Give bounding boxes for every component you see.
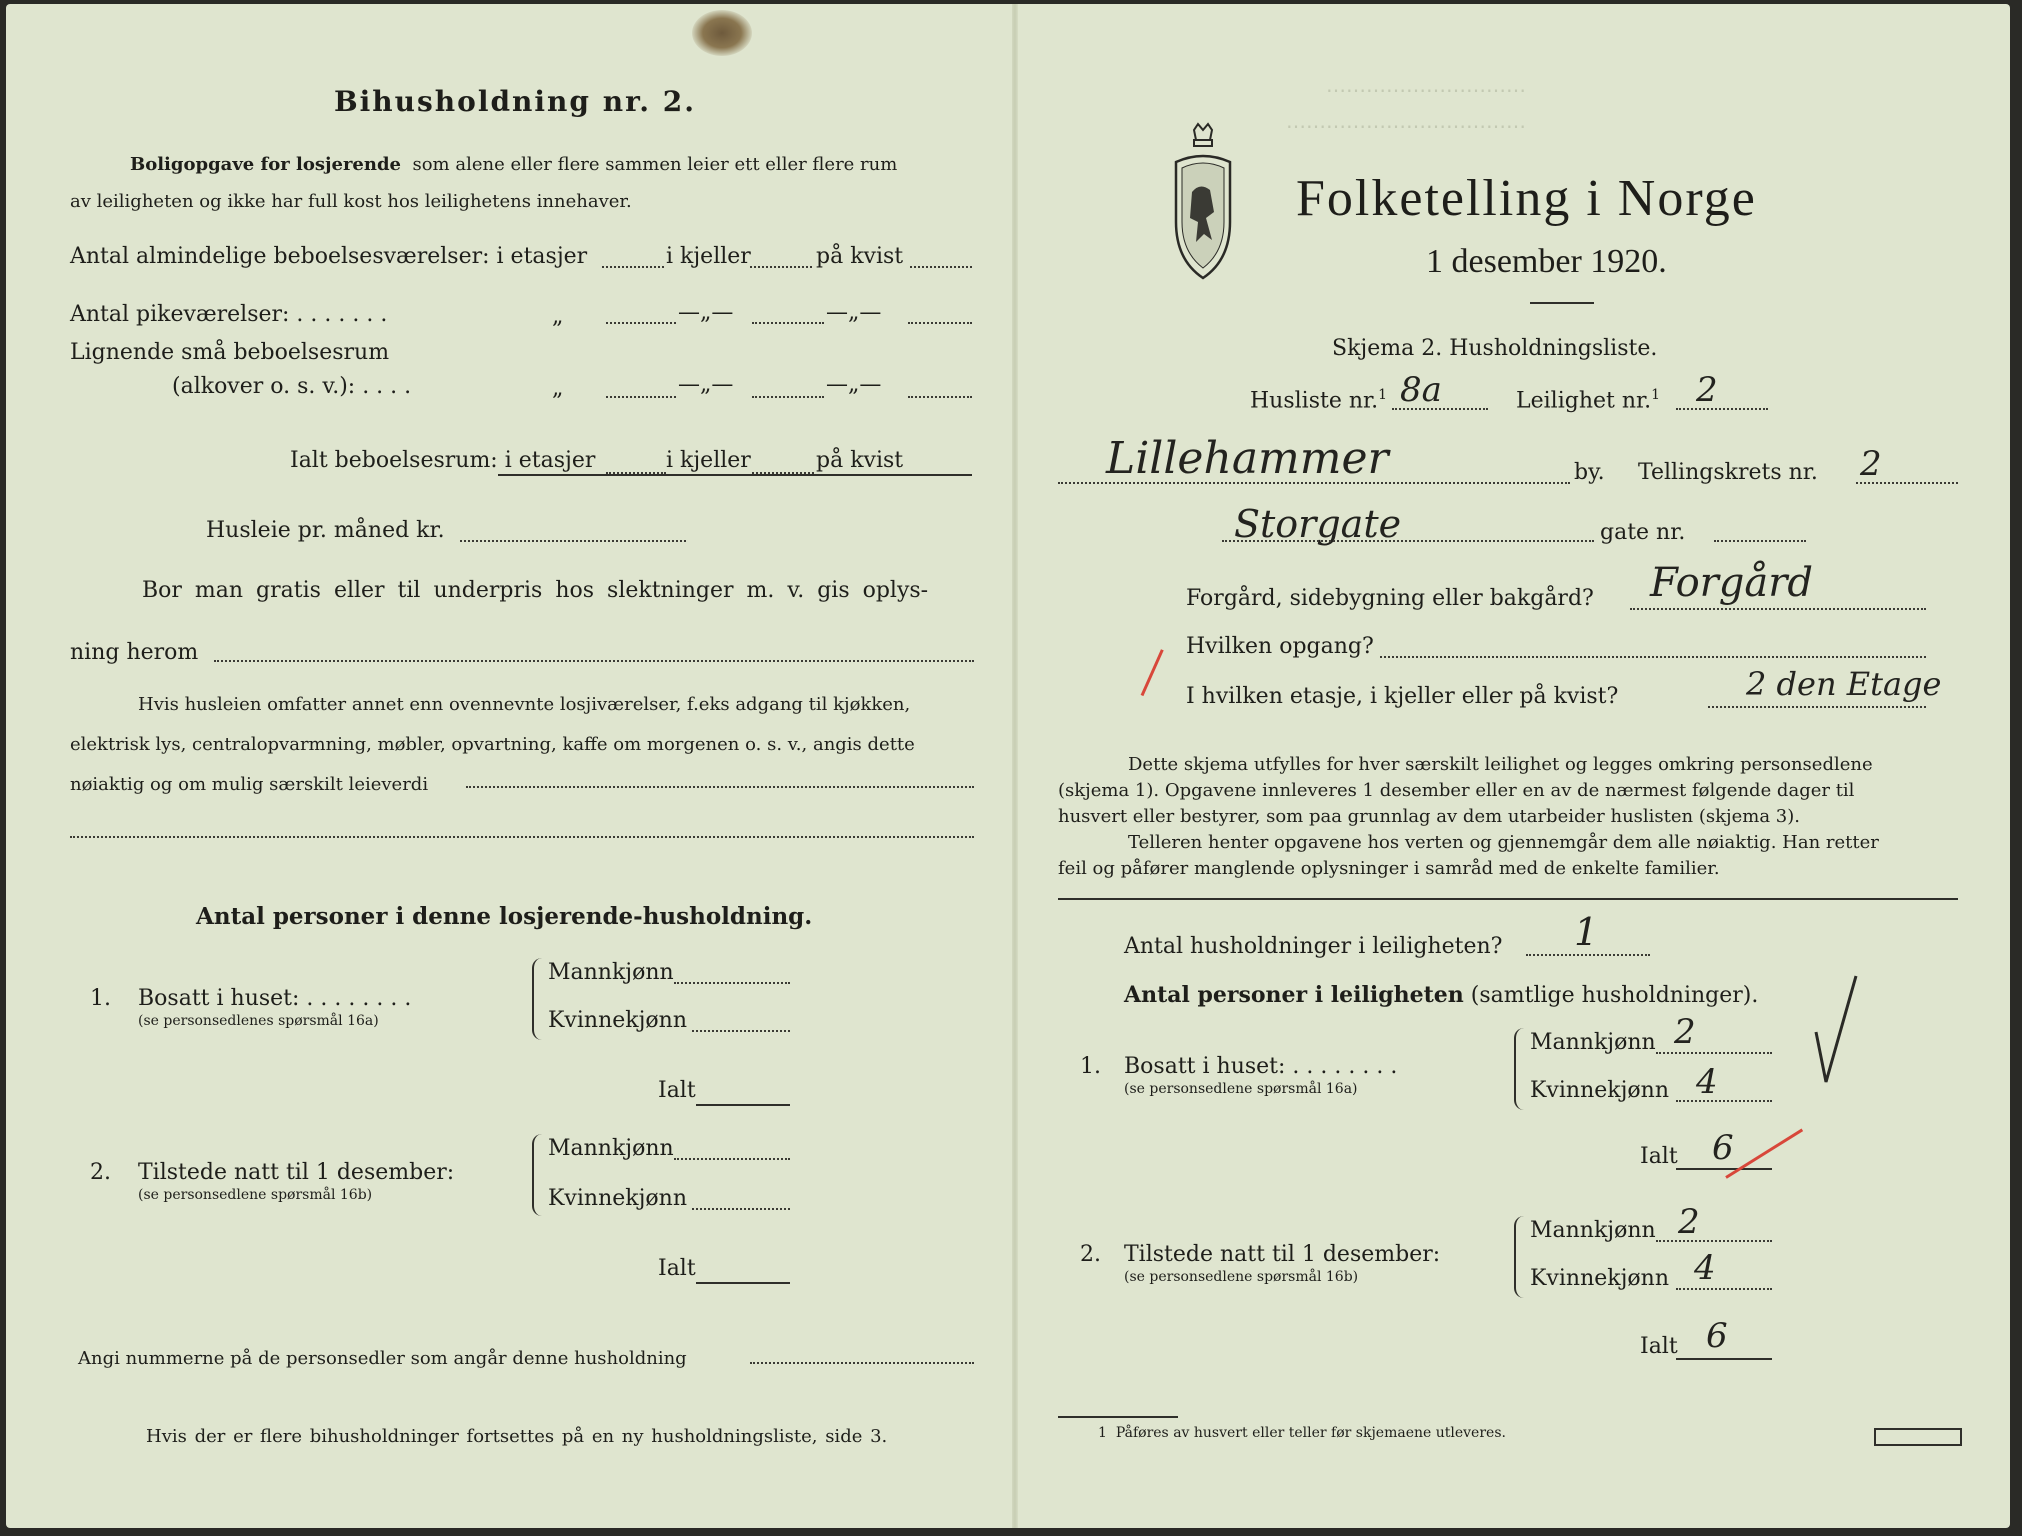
angi-text: Angi nummerne på de personsedler som angår denne husholdning	[78, 1348, 687, 1369]
mannkjonn-label: Mannkjønn	[1530, 1218, 1656, 1243]
q2-ialt-field[interactable]	[696, 1282, 790, 1284]
q2-mann-field[interactable]	[674, 1158, 790, 1160]
r-q1-sub: (se personsedlene spørsmål 16a)	[1124, 1081, 1358, 1097]
r-q2-number: 2.	[1080, 1242, 1101, 1267]
paper-stain	[692, 10, 752, 56]
gate-nr-field[interactable]	[1714, 540, 1806, 542]
leilighet-value[interactable]: 2	[1696, 370, 1718, 410]
footnote-mark: 1	[1378, 387, 1388, 403]
personer-heading	[1124, 982, 1758, 1009]
ialt-kjeller-field[interactable]	[752, 472, 814, 474]
kvinnekjonn-label: Kvinnekjønn	[548, 1186, 687, 1211]
bleed-through-text: ⋯⋯⋯⋯⋯⋯⋯⋯⋯⋯⋯⋯	[1286, 114, 1526, 138]
page-title: Bihusholdning nr. 2.	[334, 85, 696, 118]
rooms-kjeller-field[interactable]	[750, 266, 812, 268]
check-mark-icon	[1812, 972, 1862, 1092]
brace	[1514, 1028, 1528, 1110]
info-line5: feil og påfører manglende oplysninger i samråd med de enkelte familier.	[1058, 858, 1720, 879]
r-q1-mann-value[interactable]: 2	[1674, 1012, 1696, 1052]
kvinnekjonn-label: Kvinnekjønn	[548, 1008, 687, 1033]
r-q2-sub: (se personsedlene spørsmål 16b)	[1124, 1269, 1359, 1285]
q1-sub: (se personsedlenes spørsmål 16a)	[138, 1013, 379, 1029]
leieverdi-field-2[interactable]	[70, 836, 974, 838]
pike-etasjer-field[interactable]	[606, 322, 676, 324]
city-value[interactable]: Lillehammer	[1106, 433, 1389, 484]
r-q2-mann-field[interactable]	[1656, 1240, 1772, 1242]
husholdninger-field[interactable]	[1526, 954, 1650, 956]
angi-field[interactable]	[750, 1362, 974, 1364]
q2-number: 2.	[90, 1160, 111, 1185]
r-q1-kvinne-value[interactable]: 4	[1696, 1062, 1718, 1102]
intro-text	[130, 154, 897, 176]
r-q2-label: Tilstede natt til 1 desember:	[1124, 1242, 1441, 1267]
footnote-mark: 1	[1098, 1425, 1107, 1441]
i-kjeller-label: i kjeller	[666, 244, 751, 269]
husliste-field[interactable]	[1392, 408, 1488, 410]
paa-kvist-label: på kvist	[816, 244, 904, 269]
hvis-text-line2: elektrisk lys, centralopvarmning, møbler, opvartning, kaffe om morgenen o. s. v., angis dette	[70, 734, 915, 755]
opgang-field[interactable]	[1380, 656, 1926, 658]
leilighet-field[interactable]	[1676, 408, 1768, 410]
leieverdi-field[interactable]	[466, 786, 974, 788]
ialt-label: Ialt	[658, 1078, 696, 1103]
brace	[532, 958, 546, 1040]
footnote-rule	[1058, 1416, 1178, 1418]
footnote-mark: 1	[1651, 387, 1661, 403]
form-title: Folketelling i Norge	[1296, 170, 1757, 227]
forgard-label: Forgård, sidebygning eller bakgård?	[1186, 586, 1594, 611]
r-q2-ialt-value[interactable]: 6	[1706, 1316, 1728, 1356]
brace	[532, 1134, 546, 1216]
ialt-label: Ialt	[1640, 1334, 1678, 1359]
q2-sub: (se personsedlene spørsmål 16b)	[138, 1187, 373, 1203]
census-form-sheet	[6, 4, 2010, 1528]
q1-mann-field[interactable]	[674, 982, 790, 984]
section-rule	[1058, 898, 1958, 900]
tellingskrets-value[interactable]: 2	[1860, 444, 1882, 484]
red-check-mark	[1141, 649, 1164, 696]
paa-kvist-label: på kvist	[816, 448, 904, 473]
hvis-text-line3: nøiaktig og om mulig særskilt leieverdi	[70, 774, 429, 795]
r-q1-label: Bosatt i huset: . . . . . . . .	[1124, 1054, 1398, 1079]
ditto-dash: —„—	[826, 372, 882, 397]
kvinnekjonn-label: Kvinnekjønn	[1530, 1266, 1669, 1291]
herom-field[interactable]	[214, 660, 974, 662]
alkover-label: (alkover o. s. v.): . . . .	[172, 374, 412, 399]
info-line3: husvert eller bestyrer, som paa grunnlag av dem utarbeider huslisten (skjema 3).	[1058, 806, 1800, 827]
q1-label: Bosatt i huset: . . . . . . . .	[138, 986, 412, 1011]
forgard-value[interactable]: Forgård	[1650, 560, 1813, 606]
ditto-mark: „	[552, 304, 564, 329]
info-line4: Telleren henter opgavene hos verten og gjennemgår dem alle nøiaktig. Han retter	[1128, 832, 1879, 853]
r-q2-kvinne-field[interactable]	[1676, 1288, 1772, 1290]
r-q2-ialt-field[interactable]	[1676, 1358, 1772, 1360]
r-q1-mann-field[interactable]	[1656, 1052, 1772, 1054]
form-date: 1 desember 1920.	[1426, 243, 1667, 280]
q2-label: Tilstede natt til 1 desember:	[138, 1160, 455, 1185]
info-line2: (skjema 1). Opgavene innleveres 1 desember eller en av de nærmest følgende dager til	[1058, 780, 1855, 801]
herom-text: ning herom	[70, 640, 199, 665]
coat-of-arms-icon	[1170, 122, 1236, 280]
r-q1-ialt-value[interactable]: 6	[1712, 1128, 1734, 1168]
husliste-label	[1250, 386, 1387, 414]
footer-note: Hvis der er flere bihusholdninger fortsettes på en ny husholdningsliste, side 3.	[146, 1426, 888, 1447]
q1-ialt-field[interactable]	[696, 1104, 790, 1106]
bleed-through-text: ⋯⋯⋯⋯⋯⋯⋯⋯⋯⋯	[1326, 78, 1526, 102]
q1-number: 1.	[90, 986, 111, 1011]
ditto-mark: „	[552, 376, 564, 401]
forgard-field[interactable]	[1630, 608, 1926, 610]
opgang-label: Hvilken opgang?	[1186, 634, 1374, 659]
personer-heading-bold: Antal personer i leiligheten	[1124, 982, 1464, 1008]
city-field[interactable]	[1058, 482, 1570, 484]
ditto-dash: —„—	[678, 300, 734, 325]
rooms-label: Antal almindelige beboelsesværelser: i etasjer	[70, 244, 588, 269]
leilighet-label-text: Leilighet nr.	[1516, 388, 1652, 414]
intro-bold: Boligopgave for losjerende	[130, 154, 402, 175]
kvinnekjonn-label: Kvinnekjønn	[1530, 1078, 1669, 1103]
q2-kvinne-field[interactable]	[692, 1208, 790, 1210]
pike-kjeller-field[interactable]	[752, 322, 824, 324]
ialt-label: Ialt	[658, 1256, 696, 1281]
lignende-kjeller-field[interactable]	[752, 396, 824, 398]
mannkjonn-label: Mannkjønn	[548, 960, 674, 985]
lignende-kvist-field[interactable]	[908, 396, 972, 398]
husholdninger-label: Antal husholdninger i leiligheten?	[1124, 934, 1503, 959]
lignende-label: Lignende små beboelsesrum	[70, 340, 390, 365]
footnote	[1098, 1424, 1506, 1442]
husholdninger-value[interactable]: 1	[1574, 910, 1599, 954]
printer-stamp	[1874, 1428, 1962, 1446]
ialt-beboelsesrum-label: Ialt beboelsesrum: i etasjer	[290, 448, 596, 473]
pike-label: Antal pikeværelser: . . . . . . .	[70, 302, 388, 327]
ialt-underline	[498, 474, 972, 476]
etasje-field[interactable]	[1708, 706, 1926, 708]
q1-kvinne-field[interactable]	[692, 1030, 790, 1032]
by-label: by.	[1574, 460, 1605, 485]
antal-personer-heading: Antal personer i denne losjerende-husholdning.	[196, 903, 813, 930]
pike-kvist-field[interactable]	[908, 322, 972, 324]
husliste-label-text: Husliste nr.	[1250, 388, 1379, 414]
leilighet-label	[1516, 386, 1660, 414]
mannkjonn-label: Mannkjønn	[548, 1136, 674, 1161]
hvis-text-line1: Hvis husleien omfatter annet enn ovennevnte losjiværelser, f.eks adgang til kjøkken,	[138, 694, 911, 715]
street-value[interactable]: Storgate	[1234, 502, 1402, 546]
bor-text: Bor man gratis eller til underpris hos slektninger m. v. gis oplys-	[142, 578, 929, 603]
r-q1-ialt-field[interactable]	[1676, 1168, 1772, 1170]
husleie-field[interactable]	[460, 540, 686, 542]
ialt-etasjer-field[interactable]	[606, 472, 666, 474]
husleie-label: Husleie pr. måned kr.	[206, 518, 445, 543]
page-fold	[1012, 4, 1018, 1528]
tellingskrets-field[interactable]	[1856, 482, 1958, 484]
i-kjeller-label: i kjeller	[666, 448, 751, 473]
mannkjonn-label: Mannkjønn	[1530, 1030, 1656, 1055]
tellingskrets-label: Tellingskrets nr.	[1638, 460, 1818, 485]
ialt-label: Ialt	[1640, 1144, 1678, 1169]
skjema-label: Skjema 2. Husholdningsliste.	[1332, 336, 1658, 361]
street-field[interactable]	[1222, 540, 1594, 542]
etasje-label: I hvilken etasje, i kjeller eller på kvist?	[1186, 684, 1619, 709]
brace	[1514, 1216, 1528, 1298]
r-q1-kvinne-field[interactable]	[1676, 1100, 1772, 1102]
info-line1: Dette skjema utfylles for hver særskilt leilighet og legges omkring personsedlene	[1128, 754, 1873, 775]
r-q2-mann-value[interactable]: 2	[1678, 1202, 1700, 1242]
ditto-dash: —„—	[678, 372, 734, 397]
r-q2-kvinne-value[interactable]: 4	[1694, 1248, 1716, 1288]
footnote-text: Påføres av husvert eller teller før skjemaene utleveres.	[1115, 1425, 1506, 1441]
intro-rest: som alene eller flere sammen leier ett eller flere rum	[412, 154, 898, 175]
rooms-etasjer-field[interactable]	[602, 266, 664, 268]
title-rule	[1530, 302, 1594, 304]
etasje-value[interactable]: 2 den Etage	[1746, 665, 1942, 703]
r-q1-number: 1.	[1080, 1054, 1101, 1079]
rooms-kvist-field[interactable]	[910, 266, 972, 268]
ditto-dash: —„—	[826, 300, 882, 325]
personer-heading-rest: (samtlige husholdninger).	[1470, 983, 1759, 1008]
red-check-mark	[1725, 1129, 1803, 1179]
husliste-value[interactable]: 8a	[1400, 370, 1442, 410]
intro-text-line2: av leiligheten og ikke har full kost hos leilighetens innehaver.	[70, 191, 632, 212]
gate-label: gate nr.	[1600, 520, 1686, 545]
lignende-etasjer-field[interactable]	[606, 396, 676, 398]
